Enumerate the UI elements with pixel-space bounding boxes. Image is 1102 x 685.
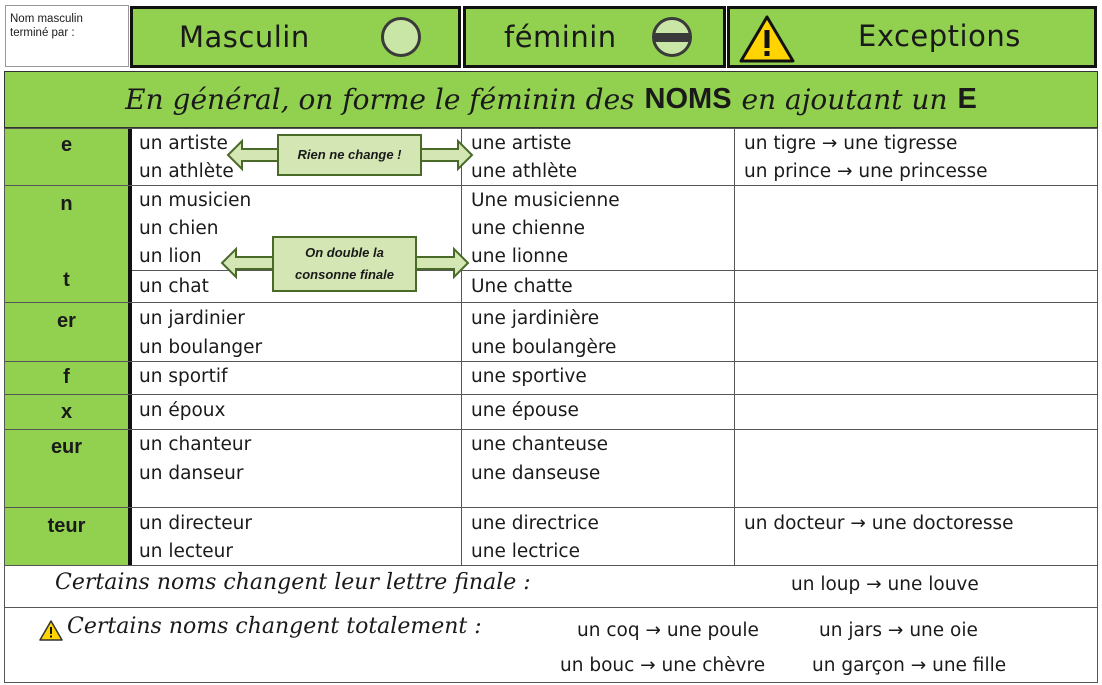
header-note-cell: [5, 5, 129, 67]
masc-word: un boulanger: [139, 337, 263, 358]
masc-word: un directeur: [139, 513, 252, 534]
header-note: Nom masculin terminé par :: [10, 13, 83, 39]
change-final-example: un loup → une louve: [791, 574, 979, 595]
masc-word: un musicien: [139, 190, 252, 211]
change-final-label: Certains noms changent leur lettre finale :: [55, 570, 531, 595]
header-feminin: [463, 6, 726, 68]
fem-word: une sportive: [471, 366, 587, 387]
fem-word: une artiste: [471, 133, 572, 154]
suffix-er: er: [57, 310, 76, 332]
rules-table: [4, 128, 1098, 566]
total-example: un jars → une oie: [819, 620, 978, 641]
exceptions-label: Exceptions: [858, 19, 1021, 53]
fem-word: une directrice: [471, 513, 599, 534]
masc-word: un chat: [139, 276, 209, 297]
masc-word: un chanteur: [139, 434, 252, 455]
footer-change-final: [4, 566, 1098, 608]
fem-word: Une musicienne: [471, 190, 620, 211]
suffix-e: e: [60, 134, 73, 156]
masc-word: un artiste: [139, 133, 228, 154]
total-example: un garçon → une fille: [812, 655, 1007, 676]
circle-icon: [381, 17, 421, 57]
rule-text-middle: en ajoutant un: [741, 83, 948, 116]
no-change-text: Rien ne change !: [297, 147, 402, 162]
fem-word: une athlète: [471, 161, 578, 182]
masc-word: un athlète: [139, 161, 234, 182]
exception-word: un tigre → une tigresse: [744, 133, 958, 154]
minus-circle-icon: [652, 17, 692, 57]
change-total-label: Certains noms changent totalement :: [67, 614, 482, 639]
masc-word: un époux: [139, 400, 226, 421]
fem-word: une boulangère: [471, 337, 617, 358]
rule-text-letter: E: [957, 83, 977, 115]
fem-word: une lionne: [471, 246, 569, 267]
suffix-n: n: [60, 193, 73, 215]
masculin-label: Masculin: [179, 20, 310, 54]
exception-word: un prince → une princesse: [744, 161, 988, 182]
double-text-line1: On double la: [305, 245, 384, 260]
fem-word: une lectrice: [471, 541, 580, 562]
warning-icon: [39, 620, 63, 641]
suffix-eur: eur: [50, 436, 83, 458]
double-consonant-callout: [272, 236, 417, 292]
header-exceptions: [727, 6, 1097, 68]
suffix-f: f: [63, 366, 70, 388]
warning-icon: [738, 14, 796, 64]
rule-text-prefix: En général, on forme le féminin des: [125, 83, 635, 116]
rule-text-noms: NOMS: [644, 83, 732, 115]
masc-word: un chien: [139, 218, 219, 239]
fem-word: une chienne: [471, 218, 585, 239]
masc-word: un sportif: [139, 366, 228, 387]
suffix-teur: teur: [47, 515, 86, 537]
fem-word: une chanteuse: [471, 434, 609, 455]
footer-change-total: [4, 608, 1098, 683]
masc-word: un danseur: [139, 463, 244, 484]
suffix-t: t: [63, 269, 70, 291]
exception-word: un docteur → une doctoresse: [744, 513, 1014, 534]
fem-word: une épouse: [471, 400, 579, 421]
header-masculin: [130, 6, 461, 68]
masc-word: un lecteur: [139, 541, 233, 562]
fem-word: une danseuse: [471, 463, 601, 484]
total-example: un bouc → une chèvre: [560, 655, 766, 676]
feminin-label: féminin: [504, 20, 617, 54]
masc-word: un lion: [139, 246, 202, 267]
total-example: un coq → une poule: [577, 620, 759, 641]
rule-banner: [4, 71, 1098, 128]
suffix-x: x: [60, 401, 73, 423]
fem-word: Une chatte: [471, 276, 573, 297]
fem-word: une jardinière: [471, 308, 600, 329]
masc-word: un jardinier: [139, 308, 245, 329]
double-text-line2: consonne finale: [295, 267, 394, 282]
no-change-callout: [277, 134, 422, 176]
